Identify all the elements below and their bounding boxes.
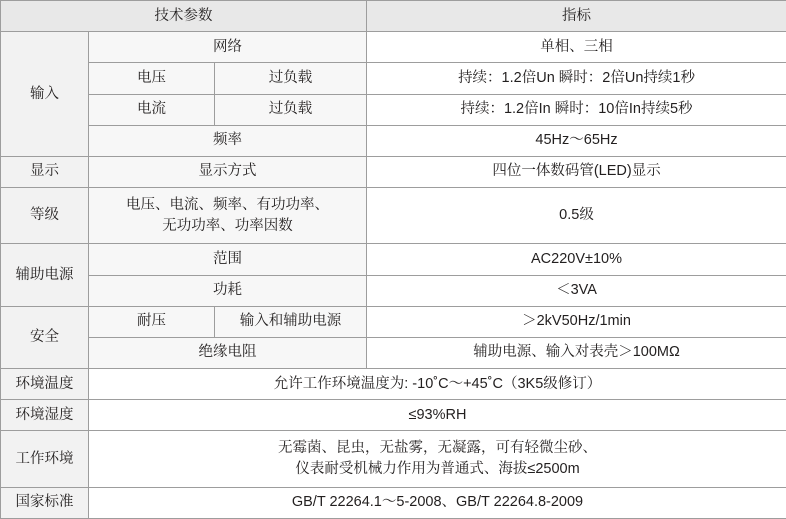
table-row <box>1 125 786 156</box>
row-label-input: 输入 <box>1 32 89 157</box>
table-row <box>1 487 786 518</box>
table-row <box>1 188 786 244</box>
cell-env-temp-value: 允许工作环境温度为: -10˚C～+45˚C（3K5级修订） <box>89 369 786 400</box>
row-label-env-humidity: 环境湿度 <box>1 400 89 431</box>
row-label-grade: 等级 <box>1 188 89 244</box>
table-row <box>1 156 786 187</box>
header-technical-parameters: 技术参数 <box>1 1 367 32</box>
cell-voltage-value: 持续：1.2倍Un 瞬时：2倍Un持续1秒 <box>367 63 786 94</box>
cell-env-humidity-value: ≤93%RH <box>89 400 786 431</box>
table-row <box>1 369 786 400</box>
cell-insulation-label: 绝缘电阻 <box>89 337 367 368</box>
cell-aux-range-label: 范围 <box>89 244 367 275</box>
cell-network-label: 网络 <box>89 32 367 63</box>
table-row <box>1 306 786 337</box>
table-row <box>1 244 786 275</box>
cell-current-label: 电流 <box>89 94 215 125</box>
cell-standard-value: GB/T 22264.1～5-2008、GB/T 22264.8-2009 <box>89 487 786 518</box>
cell-insulation-value: 辅助电源、输入对表壳＞100MΩ <box>367 337 786 368</box>
header-index: 指标 <box>367 1 786 32</box>
cell-voltage-label: 电压 <box>89 63 215 94</box>
cell-frequency-value: 45Hz～65Hz <box>367 125 786 156</box>
cell-aux-consumption-value: ＜3VA <box>367 275 786 306</box>
cell-current-overload-label: 过负载 <box>215 94 367 125</box>
cell-withstand-label: 耐压 <box>89 306 215 337</box>
table-header-row <box>1 1 786 32</box>
cell-withstand-sub-label: 输入和辅助电源 <box>215 306 367 337</box>
cell-network-value: 单相、三相 <box>367 32 786 63</box>
row-label-env-temp: 环境温度 <box>1 369 89 400</box>
cell-aux-range-value: AC220V±10% <box>367 244 786 275</box>
row-label-safety: 安全 <box>1 306 89 368</box>
cell-grade-items: 电压、电流、频率、有功功率、 无功功率、功率因数 <box>89 188 367 244</box>
cell-display-mode-label: 显示方式 <box>89 156 367 187</box>
table-row <box>1 337 786 368</box>
table-row <box>1 94 786 125</box>
cell-voltage-overload-label: 过负载 <box>215 63 367 94</box>
cell-work-env-value: 无霉菌、昆虫，无盐雾，无凝露，可有轻微尘砂、 仪表耐受机械力作用为普通式、海拔≤2500m <box>89 431 786 487</box>
cell-aux-consumption-label: 功耗 <box>89 275 367 306</box>
table-row <box>1 400 786 431</box>
row-label-aux-power: 辅助电源 <box>1 244 89 306</box>
table-row <box>1 275 786 306</box>
cell-display-value: 四位一体数码管(LED)显示 <box>367 156 786 187</box>
table-row <box>1 32 786 63</box>
row-label-standard: 国家标准 <box>1 487 89 518</box>
row-label-display: 显示 <box>1 156 89 187</box>
cell-withstand-value: ＞2kV50Hz/1min <box>367 306 786 337</box>
cell-current-value: 持续：1.2倍In 瞬时：10倍In持续5秒 <box>367 94 786 125</box>
table-row <box>1 63 786 94</box>
row-label-work-env: 工作环境 <box>1 431 89 487</box>
cell-frequency-label: 频率 <box>89 125 367 156</box>
table-row <box>1 431 786 487</box>
cell-grade-value: 0.5级 <box>367 188 786 244</box>
